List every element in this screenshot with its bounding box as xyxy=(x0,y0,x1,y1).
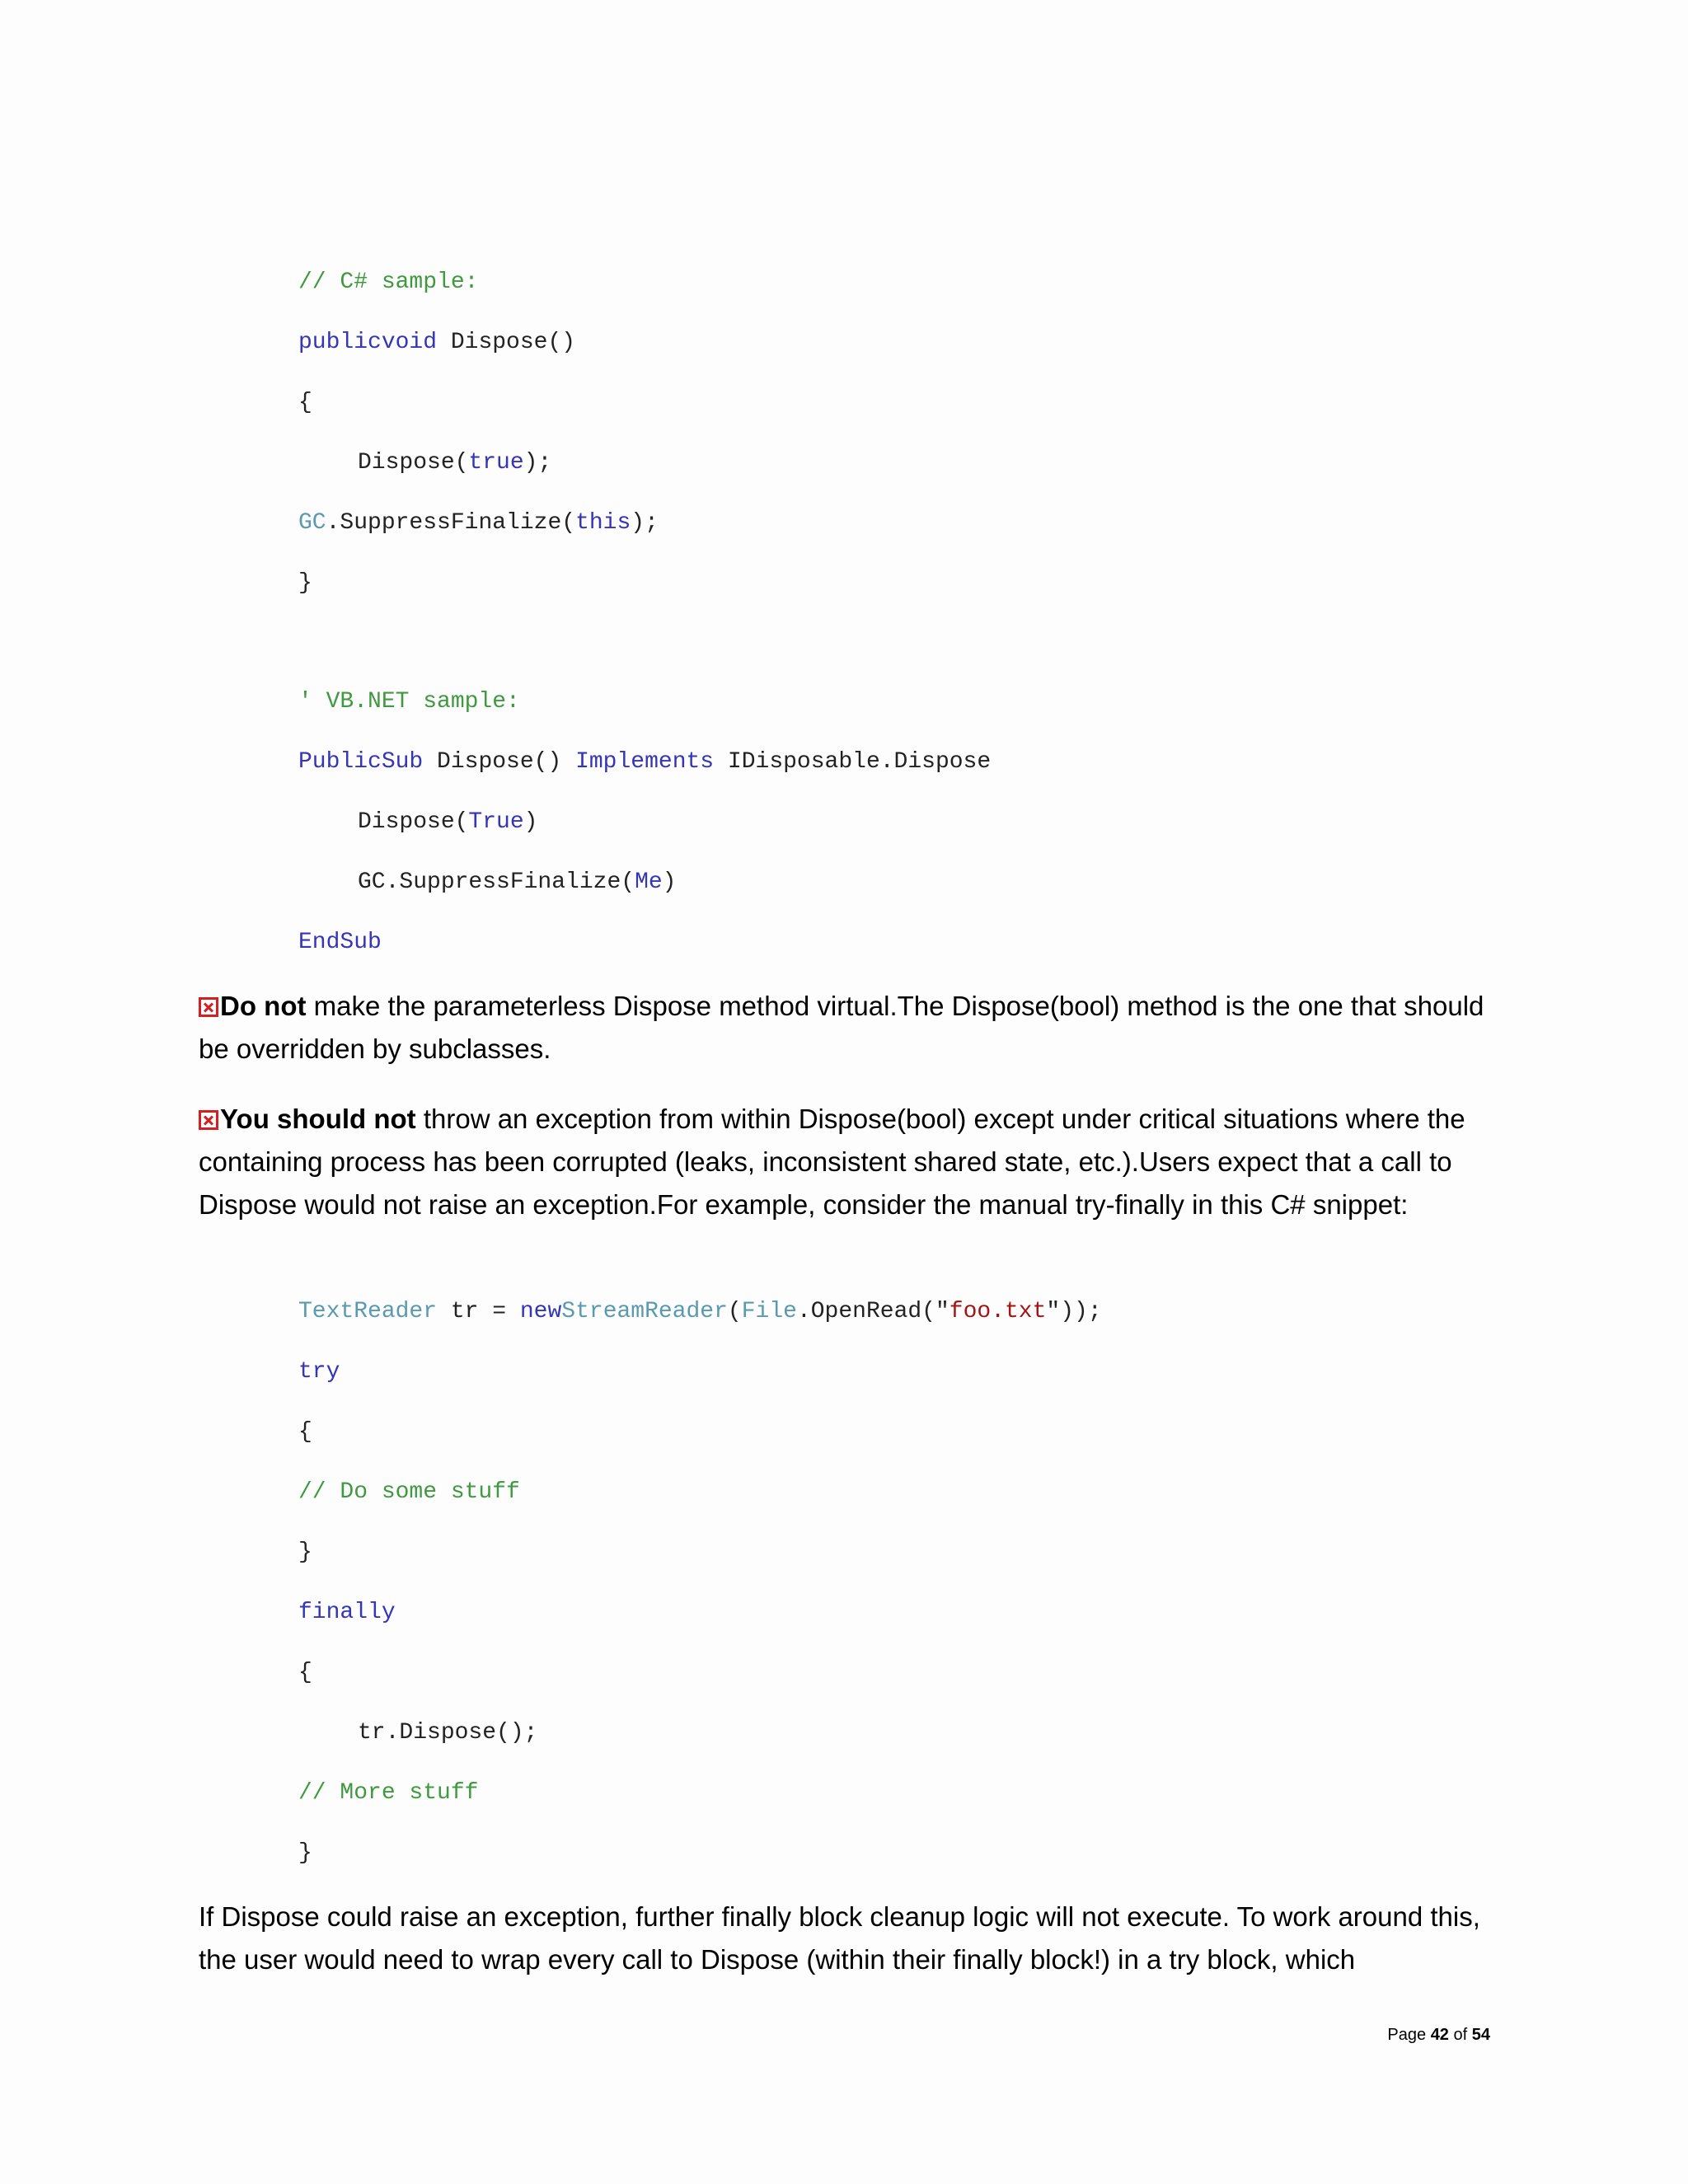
code-line xyxy=(298,493,659,553)
guideline-bold: You should not xyxy=(220,1104,416,1134)
code-keyword: new xyxy=(519,1299,562,1324)
code-keyword: True xyxy=(468,809,524,835)
footer-total-pages: 54 xyxy=(1471,2026,1490,2044)
code-type: File xyxy=(741,1299,797,1324)
code-text: ) xyxy=(662,869,677,895)
code-line xyxy=(298,852,991,912)
code-comment: ' VB.NET sample: xyxy=(298,689,520,715)
code-line: } xyxy=(298,1540,312,1565)
guideline-text: make the parameterless Dispose method virtual.The Dispose(bool) method is the one that should be overridden by subclasses. xyxy=(199,991,1484,1064)
try-finally-code-block xyxy=(298,1282,1102,1883)
code-text: ); xyxy=(631,510,659,536)
footer-page-number: 42 xyxy=(1430,2026,1449,2044)
code-line: finally xyxy=(298,1600,396,1625)
code-line: { xyxy=(298,1660,312,1685)
footer-page-word: Page xyxy=(1387,2026,1427,2044)
code-keyword: PublicSub xyxy=(298,749,424,775)
code-text: IDisposable.Dispose xyxy=(714,749,992,775)
code-text: ); xyxy=(523,450,552,476)
code-keyword: true xyxy=(468,450,524,476)
code-type: StreamReader xyxy=(561,1299,728,1324)
code-text: Dispose() xyxy=(423,749,576,775)
code-line xyxy=(298,312,659,373)
code-text: ) xyxy=(523,809,538,835)
code-type: GC xyxy=(298,510,326,536)
code-line: { xyxy=(298,390,312,415)
warning-x-icon xyxy=(199,1110,218,1130)
csharp-code-block xyxy=(298,252,659,613)
code-line xyxy=(298,732,991,792)
code-comment: // Do some stuff xyxy=(298,1479,520,1505)
body-paragraph: If Dispose could raise an exception, further finally block cleanup logic will not execute. To work around this, the user would need to wrap every call to Dispose (within their finally block!) in a try block, which xyxy=(199,1901,1480,1975)
code-line xyxy=(298,1282,1102,1342)
code-string: foo.txt xyxy=(949,1299,1047,1324)
code-line: { xyxy=(298,1419,312,1445)
code-text: Dispose( xyxy=(358,809,469,835)
code-comment: // C# sample: xyxy=(298,269,479,295)
code-text: Dispose() xyxy=(437,330,576,355)
code-comment: // More stuff xyxy=(298,1780,479,1806)
code-line xyxy=(298,433,659,493)
vbnet-code-block xyxy=(298,672,991,972)
guideline-paragraph xyxy=(199,985,1484,1071)
page-number-footer xyxy=(1387,2026,1490,2045)
code-keyword: publicvoid xyxy=(298,330,438,355)
code-type: TextReader xyxy=(298,1299,438,1324)
code-text: GC.SuppressFinalize( xyxy=(358,869,635,895)
guideline-bold: Do not xyxy=(220,991,307,1021)
code-line: EndSub xyxy=(298,930,382,955)
code-text: tr = xyxy=(437,1299,520,1324)
code-line: tr.Dispose(); xyxy=(358,1720,538,1746)
code-text: .OpenRead(" xyxy=(796,1299,950,1324)
code-line: try xyxy=(298,1359,340,1385)
warning-x-icon xyxy=(199,997,218,1017)
code-line xyxy=(298,792,991,852)
code-line: } xyxy=(298,570,312,596)
footer-of-word: of xyxy=(1453,2026,1468,2044)
guideline-text: throw an exception from within Dispose(bool) except under critical situations where the containing process has been corrupted (leaks, inconsistent shared state, etc.).Users expect that a call to Dispose would not raise an exception.For example, consider the manual try-finally in this C# snippet: xyxy=(199,1104,1465,1220)
code-text: .SuppressFinalize( xyxy=(326,510,576,536)
code-text: ")); xyxy=(1046,1299,1102,1324)
code-keyword: Me xyxy=(635,869,663,895)
code-text: ( xyxy=(727,1299,742,1324)
code-keyword: this xyxy=(575,510,631,536)
code-keyword: Implements xyxy=(575,749,715,775)
code-text: Dispose( xyxy=(358,450,469,476)
code-line: } xyxy=(298,1840,312,1866)
guideline-paragraph xyxy=(199,1098,1484,1226)
